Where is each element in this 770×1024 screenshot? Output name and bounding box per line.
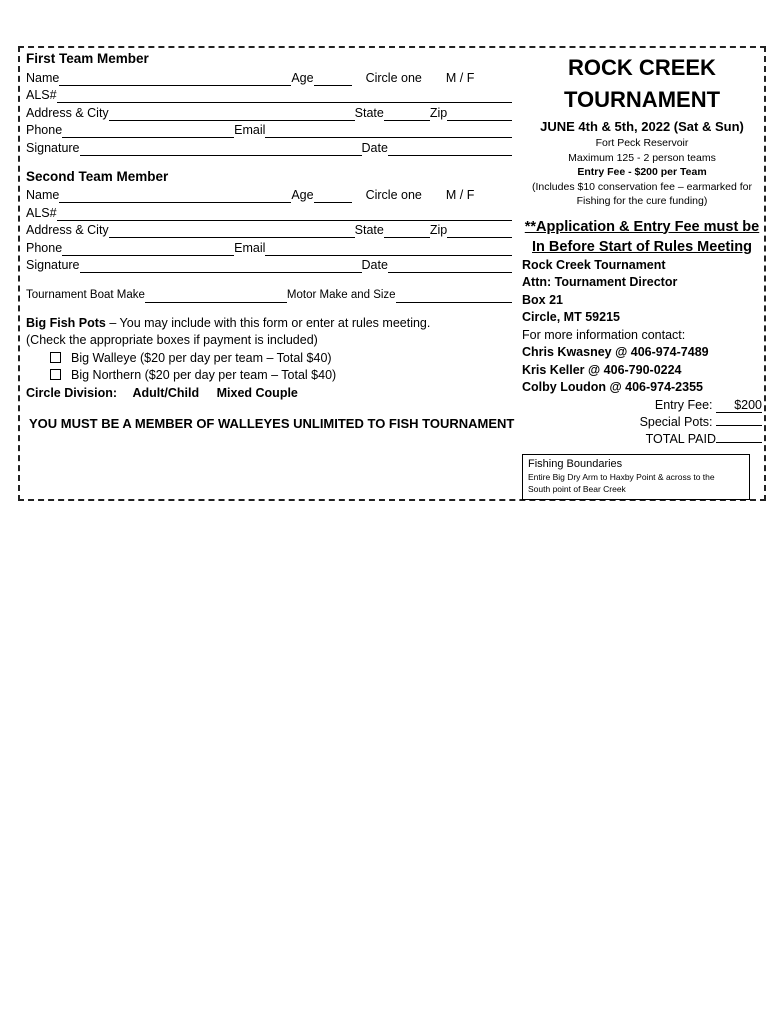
first-zip-field[interactable] (447, 108, 512, 121)
email-label: Email (234, 240, 266, 255)
check-note: (Check the appropriate boxes if payment is included) (26, 333, 318, 347)
second-member-heading: Second Team Member (26, 168, 169, 184)
first-date-field[interactable] (388, 143, 512, 156)
second-als-field[interactable] (57, 208, 512, 221)
conservation-note-1: (Includes $10 conservation fee – earmarked for (531, 180, 753, 193)
first-signature-field[interactable] (80, 143, 362, 156)
team-members-section (26, 50, 515, 431)
mail-line-3: Box 21 (522, 292, 563, 307)
first-name-row (26, 68, 512, 86)
big-walleye-label: Big Walleye ($20 per day per team – Total $40) (71, 350, 332, 365)
conservation-note-2: Fishing for the cure funding) (576, 195, 708, 207)
age-label: Age (291, 70, 314, 85)
second-address-row (26, 221, 512, 239)
entry-fee-value: $200 (716, 399, 762, 413)
state-label: State (354, 223, 384, 237)
mail-line-4: Circle, MT 59215 (522, 310, 620, 324)
name-label: Name (26, 188, 60, 202)
first-phone-field[interactable] (62, 125, 234, 138)
age-label: Age (291, 188, 314, 202)
boat-row (26, 285, 512, 303)
application-deadline-2: In Before Start of Rules Meeting (532, 238, 752, 255)
big-walleye-option[interactable] (26, 350, 512, 368)
boundaries-line-1: Entire Big Dry Arm to Haxby Point & across to the (528, 471, 715, 482)
first-email-field[interactable] (265, 125, 512, 138)
second-state-field[interactable] (384, 225, 430, 238)
als-label: ALS# (26, 205, 57, 220)
contact-1: Chris Kwasney @ 406-974-7489 (522, 345, 709, 359)
motor-field[interactable] (396, 290, 512, 303)
first-phone-row (26, 121, 512, 139)
first-age-field[interactable] (314, 73, 352, 86)
phone-label: Phone (26, 123, 63, 137)
application-deadline-1: **Application & Entry Fee must be (524, 218, 760, 235)
second-age-field[interactable] (314, 190, 352, 203)
max-teams: Maximum 125 - 2 person teams (568, 151, 716, 164)
contact-2: Kris Keller @ 406-790-0224 (522, 362, 682, 377)
contact-3: Colby Loudon @ 406-974-2355 (522, 380, 703, 394)
gender-choice[interactable]: M / F (445, 70, 475, 85)
second-signature-field[interactable] (80, 260, 362, 273)
first-member-heading: First Team Member (26, 51, 149, 66)
membership-notice: YOU MUST BE A MEMBER OF WALLEYES UNLIMITED TO FISH TOURNAMENT (29, 416, 515, 431)
entry-fee-row (522, 397, 762, 414)
location: Fort Peck Reservoir (595, 137, 689, 149)
boundaries-title: Fishing Boundaries (528, 457, 623, 470)
special-pots-row (522, 414, 762, 431)
tournament-title-line1: ROCK CREEK (568, 55, 716, 80)
special-pots-field[interactable] (716, 425, 762, 426)
boundaries-line-2: South point of Bear Creek (528, 483, 626, 494)
address-label: Address & City (26, 105, 109, 120)
first-name-field[interactable] (59, 73, 291, 86)
mail-line-1: Rock Creek Tournament (522, 257, 666, 272)
date-label: Date (361, 140, 388, 155)
big-fish-intro (26, 315, 512, 333)
tournament-title-line2: TOURNAMENT (563, 87, 721, 112)
big-northern-checkbox[interactable] (50, 369, 61, 380)
fishing-boundaries-box (522, 454, 750, 500)
contact-intro: For more information contact: (522, 327, 686, 342)
tournament-dates: JUNE 4th & 5th, 2022 (Sat & Sun) (540, 119, 744, 134)
special-pots-label: Special Pots: (639, 414, 716, 429)
zip-label: Zip (429, 223, 448, 237)
first-als-field[interactable] (57, 90, 512, 103)
state-label: State (354, 105, 384, 120)
first-address-row (26, 103, 512, 121)
address-label: Address & City (26, 223, 109, 237)
division-row (26, 385, 512, 403)
division-adult-child[interactable]: Adult/Child (132, 385, 200, 400)
big-fish-intro-text: – You may include with this form or enter at rules meeting. (105, 315, 431, 330)
second-signature-row (26, 256, 512, 274)
phone-label: Phone (26, 240, 63, 255)
signature-label: Signature (26, 140, 80, 155)
first-signature-row (26, 138, 512, 156)
circle-one-label: Circle one (365, 70, 422, 85)
division-label: Circle Division: (26, 385, 117, 400)
date-label: Date (361, 258, 388, 272)
second-email-field[interactable] (265, 243, 512, 256)
division-mixed-couple[interactable]: Mixed Couple (216, 385, 298, 400)
second-zip-field[interactable] (447, 225, 512, 238)
big-fish-title: Big Fish Pots (26, 315, 106, 330)
second-phone-field[interactable] (62, 243, 234, 256)
first-address-field[interactable] (109, 108, 355, 121)
total-paid-row (522, 431, 762, 448)
second-address-field[interactable] (109, 225, 355, 238)
als-label: ALS# (26, 88, 57, 102)
big-walleye-checkbox[interactable] (50, 352, 61, 363)
entry-form (18, 46, 766, 501)
total-paid-label: TOTAL PAID (645, 431, 716, 446)
motor-label: Motor Make and Size (286, 288, 396, 301)
email-label: Email (234, 123, 266, 137)
entry-fee-info: Entry Fee - $200 per Team (577, 166, 707, 178)
big-northern-option[interactable] (26, 367, 512, 385)
circle-one-label: Circle one (365, 188, 422, 202)
tournament-info-section (522, 50, 762, 500)
second-phone-row (26, 238, 512, 256)
boat-make-field[interactable] (145, 290, 287, 303)
zip-label: Zip (429, 105, 448, 120)
second-date-field[interactable] (388, 260, 512, 273)
second-name-field[interactable] (59, 190, 291, 203)
big-northern-label: Big Northern ($20 per day per team – Total $40) (71, 368, 337, 382)
total-paid-field[interactable] (716, 442, 762, 443)
gender-choice[interactable]: M / F (445, 188, 475, 202)
signature-label: Signature (26, 258, 80, 272)
first-als-row (26, 86, 512, 104)
entry-fee-label: Entry Fee: (654, 397, 716, 412)
mail-line-2: Attn: Tournament Director (522, 275, 678, 289)
boat-make-label: Tournament Boat Make (26, 288, 145, 301)
name-label: Name (26, 70, 60, 85)
second-als-row (26, 203, 512, 221)
second-name-row (26, 186, 512, 204)
first-state-field[interactable] (384, 108, 430, 121)
